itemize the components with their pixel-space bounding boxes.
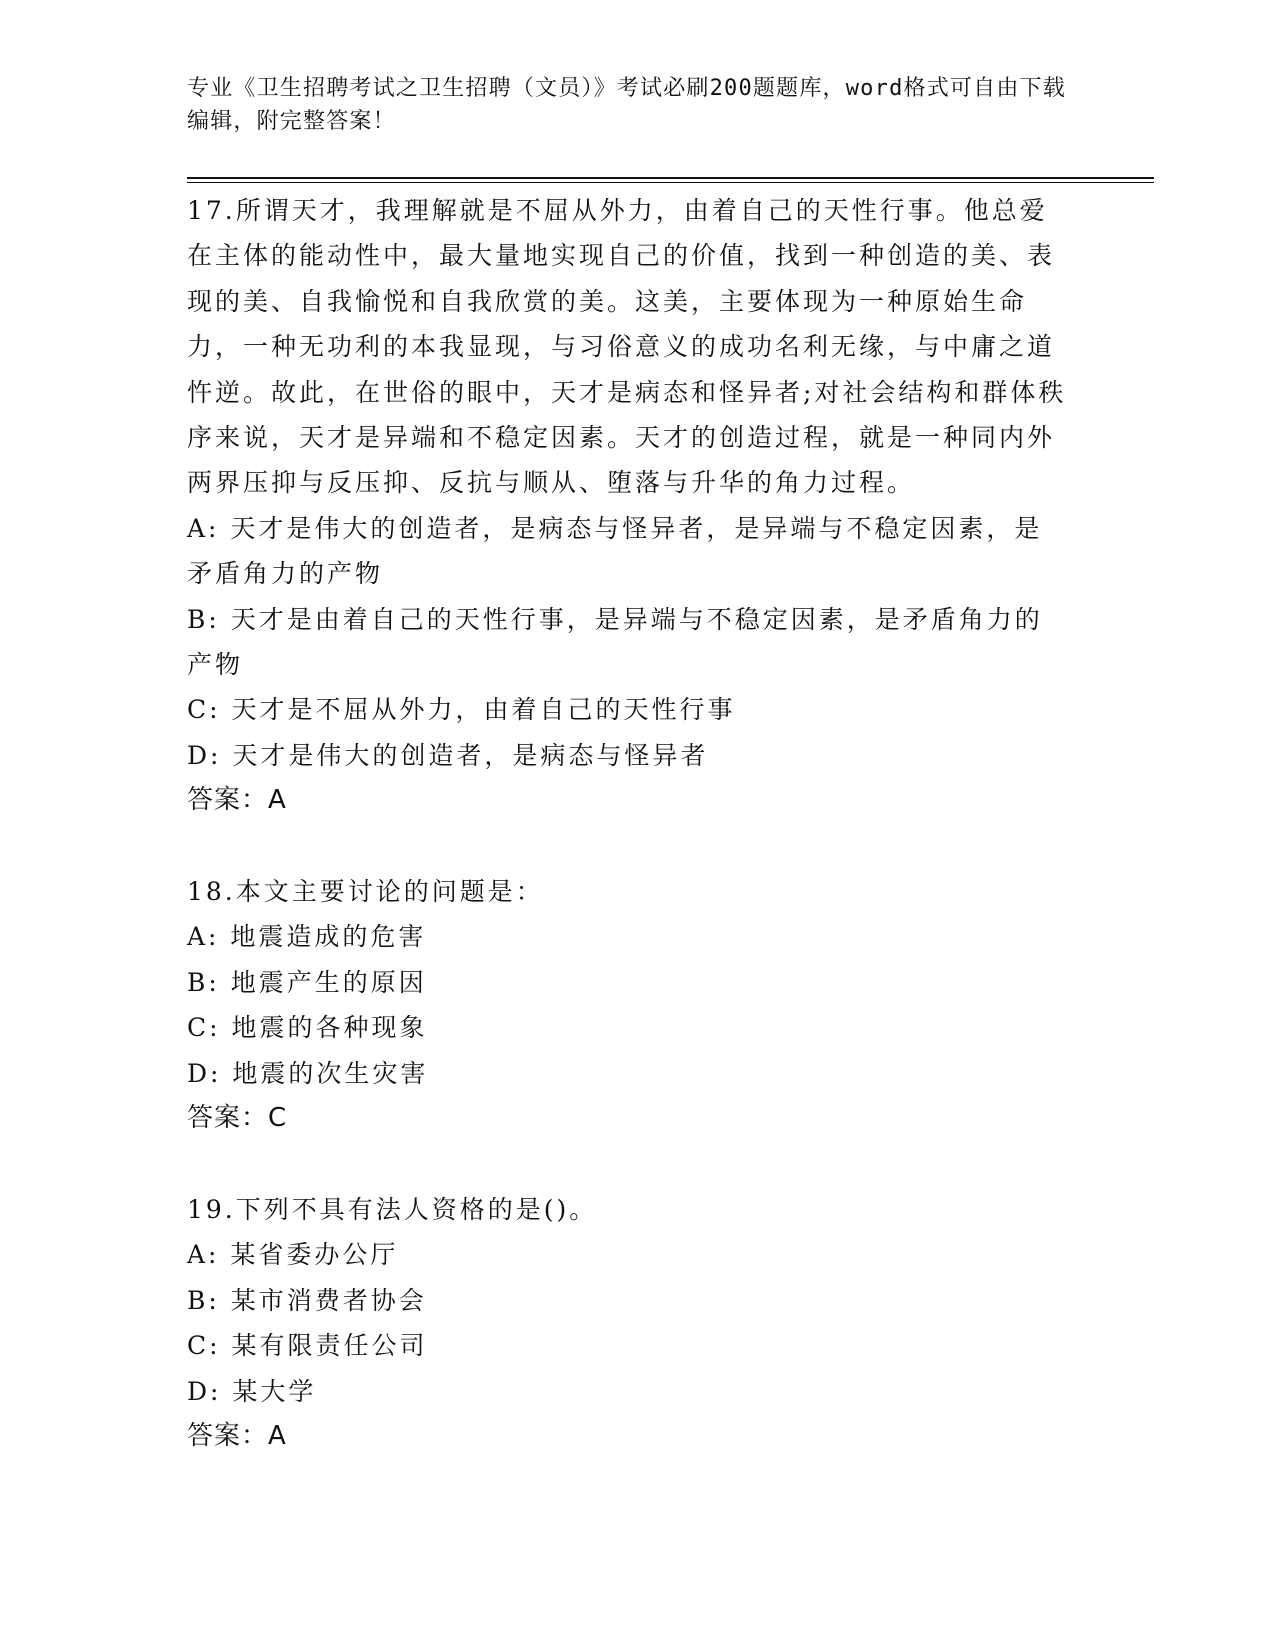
option-d: D: 地震的次生灾害 <box>187 1058 429 1088</box>
option-c: C: 天才是不屈从外力，由着自己的天性行事 <box>187 695 736 725</box>
question-stem: 18.本文主要讨论的问题是： <box>187 877 544 907</box>
document-header: 专业《卫生招聘考试之卫生招聘（文员）》考试必刷200题题库，word格式可自由下载编辑，附完整答案！ <box>187 76 1066 134</box>
option-d: D: 某大学 <box>187 1376 317 1406</box>
question-stem: 19.下列不具有法人资格的是()。 <box>187 1194 598 1224</box>
question-stem: 17.所谓天才，我理解就是不屈从外力，由着自己的天性行事。他总爱在主体的能动性中，最大量地实现自己的价值，找到一种创造的美、表现的美、自我愉悦和自我欣赏的美。这美，主要体现为一种原始生命力，一种无功利的本我显现，与习俗意义的成功名利无缘，与中庸之道忤逆。故此，在世俗的眼中，天才是病态和怪异者;对社会结构和群体秩序来说，天才是异端和不稳定因素。天才的创造过程，就是一种同内外两界压抑与反压抑、反抗与顺从、堕落与升华的角力过程。 <box>187 196 1067 498</box>
question-17 <box>187 188 1067 824</box>
option-b: B: 地震产生的原因 <box>187 967 427 997</box>
question-spacer <box>187 824 1067 869</box>
option-d: D: 天才是伟大的创造者，是病态与怪异者 <box>187 740 709 770</box>
question-list <box>187 188 1067 1459</box>
option-a: A: 某省委办公厅 <box>187 1240 399 1270</box>
option-c: C: 地震的各种现象 <box>187 1013 428 1043</box>
option-a: A: 地震造成的危害 <box>187 922 427 952</box>
option-c: C: 某有限责任公司 <box>187 1331 428 1361</box>
header-rule-thin <box>187 182 1154 183</box>
header-rule-thick <box>187 177 1154 179</box>
answer-label: 答案：A <box>187 1420 287 1451</box>
question-18 <box>187 869 1067 1141</box>
answer-label: 答案：A <box>187 785 287 816</box>
option-b: B: 某市消费者协会 <box>187 1285 427 1315</box>
option-a: A: 天才是伟大的创造者，是病态与怪异者，是异端与不稳定因素，是矛盾角力的产物 <box>187 513 1043 589</box>
option-b: B: 天才是由着自己的天性行事，是异端与不稳定因素，是矛盾角力的产物 <box>187 604 1043 680</box>
answer-label: 答案：C <box>187 1103 288 1134</box>
question-spacer <box>187 1142 1067 1187</box>
question-19 <box>187 1187 1067 1459</box>
